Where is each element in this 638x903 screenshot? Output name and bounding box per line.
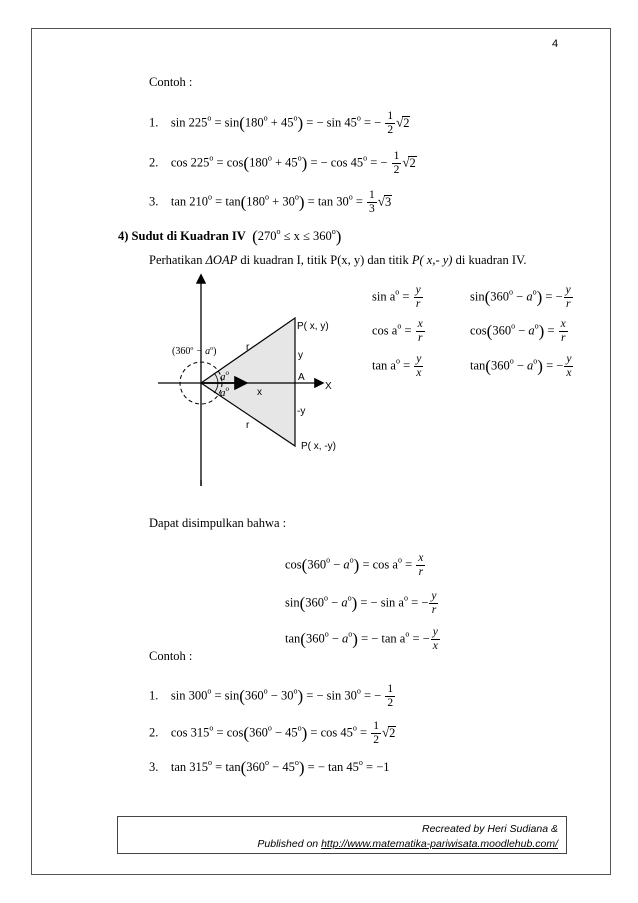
label-r-bottom: r <box>246 420 250 431</box>
example-q3-2: 2. $\cos 225^o = \cos(180^o + 45^o)$ = − cos 45$^o$ = − $\frac{1}{2}$ √2 <box>149 150 416 177</box>
example-q3-1: 1. $\sin 225^o = \sin(180^o + 45^o)$ = − sin 45$^o$ = − $\frac{1}{2}$ √2 <box>149 110 410 137</box>
identity-q4-cos: $\cos(360^o - a^o)$ = $\frac{x}{r}$ <box>470 318 566 345</box>
identity-q1-cos: $\cos a^o$ = $\frac{x}{r}$ <box>372 318 423 345</box>
example-q4-2: 2. $\cos 315^o = \cos(360^o - 45^o) = \cos 45^o$ = $\frac{1}{2}$ √2 <box>149 720 396 747</box>
label-r-top: r <box>246 342 250 353</box>
label-p-bottom: P( x, -y) <box>301 441 336 452</box>
label-x: x <box>257 387 262 398</box>
label-360-minus-a: $(360^o - a^o)$ <box>172 346 217 357</box>
conclusion-cos: $\cos(360^o - a^o) = \cos a^o$ = $\frac{x}{r}$ <box>285 552 424 579</box>
example-q4-3: 3. $\tan 315^o = \tan(360^o - 45^o)$ = − tan 45$^o$ = −1 <box>149 758 390 777</box>
quadrant-diagram <box>150 268 360 493</box>
label-angle-top: $a^o$ <box>220 369 229 383</box>
footer-credit: Recreated by Heri Sudiana & <box>422 823 558 835</box>
conclusion-tan: $\tan(360^o - a^o)$ = − $\tan a^o$ = − $\frac{y}{x}$ <box>285 626 438 653</box>
page-number: 4 <box>552 38 559 50</box>
identity-q1-tan: $\tan a^o$ = $\frac{y}{x}$ <box>372 353 422 380</box>
identity-q1-sin: $\sin a^o$ = $\frac{y}{r}$ <box>372 284 421 311</box>
footer-link[interactable]: http://www.matematika-pariwisata.moodlehub.com/ <box>321 838 558 850</box>
footer-published: Published on http://www.matematika-pariwisata.moodlehub.com/ <box>257 838 558 850</box>
section-heading: 4) Sudut di Kuadran IV (270$^o$ ≤ x ≤ 360$^o$) <box>118 227 342 246</box>
label-x-axis: X <box>325 381 332 392</box>
label-p-top: P( x, y) <box>297 321 329 332</box>
intro-text: Perhatikan ΔOAP di kuadran I, titik P(x, y) dan titik P( x,- y) di kuadran IV. <box>149 253 527 267</box>
identity-q4-sin: $\sin(360^o - a^o)$ = − $\frac{y}{r}$ <box>470 284 571 311</box>
example-heading: Contoh : <box>149 75 193 89</box>
label-neg-y: -y <box>297 406 306 417</box>
label-y: y <box>298 350 303 361</box>
identity-q4-tan: $\tan(360^o - a^o)$ = − $\frac{y}{x}$ <box>470 353 572 380</box>
example-heading-2: Contoh : <box>149 649 193 663</box>
label-angle-bottom: $a^o$ <box>220 385 229 399</box>
example-q4-1: 1. $\sin 300^o = \sin(360^o - 30^o)$ = − sin 30$^o$ = − $\frac{1}{2}$ <box>149 683 394 710</box>
footer-box <box>117 816 567 854</box>
conclusion-sin: $\sin(360^o - a^o)$ = − $\sin a^o$ = − $\frac{y}{r}$ <box>285 590 437 617</box>
label-a: A <box>298 372 305 383</box>
example-q3-3: 3. $\tan 210^o = \tan(180^o + 30^o) = \tan 30^o$ = $\frac{1}{3}$ √3 <box>149 189 392 216</box>
conclusion-heading: Dapat disimpulkan bahwa : <box>149 516 287 530</box>
